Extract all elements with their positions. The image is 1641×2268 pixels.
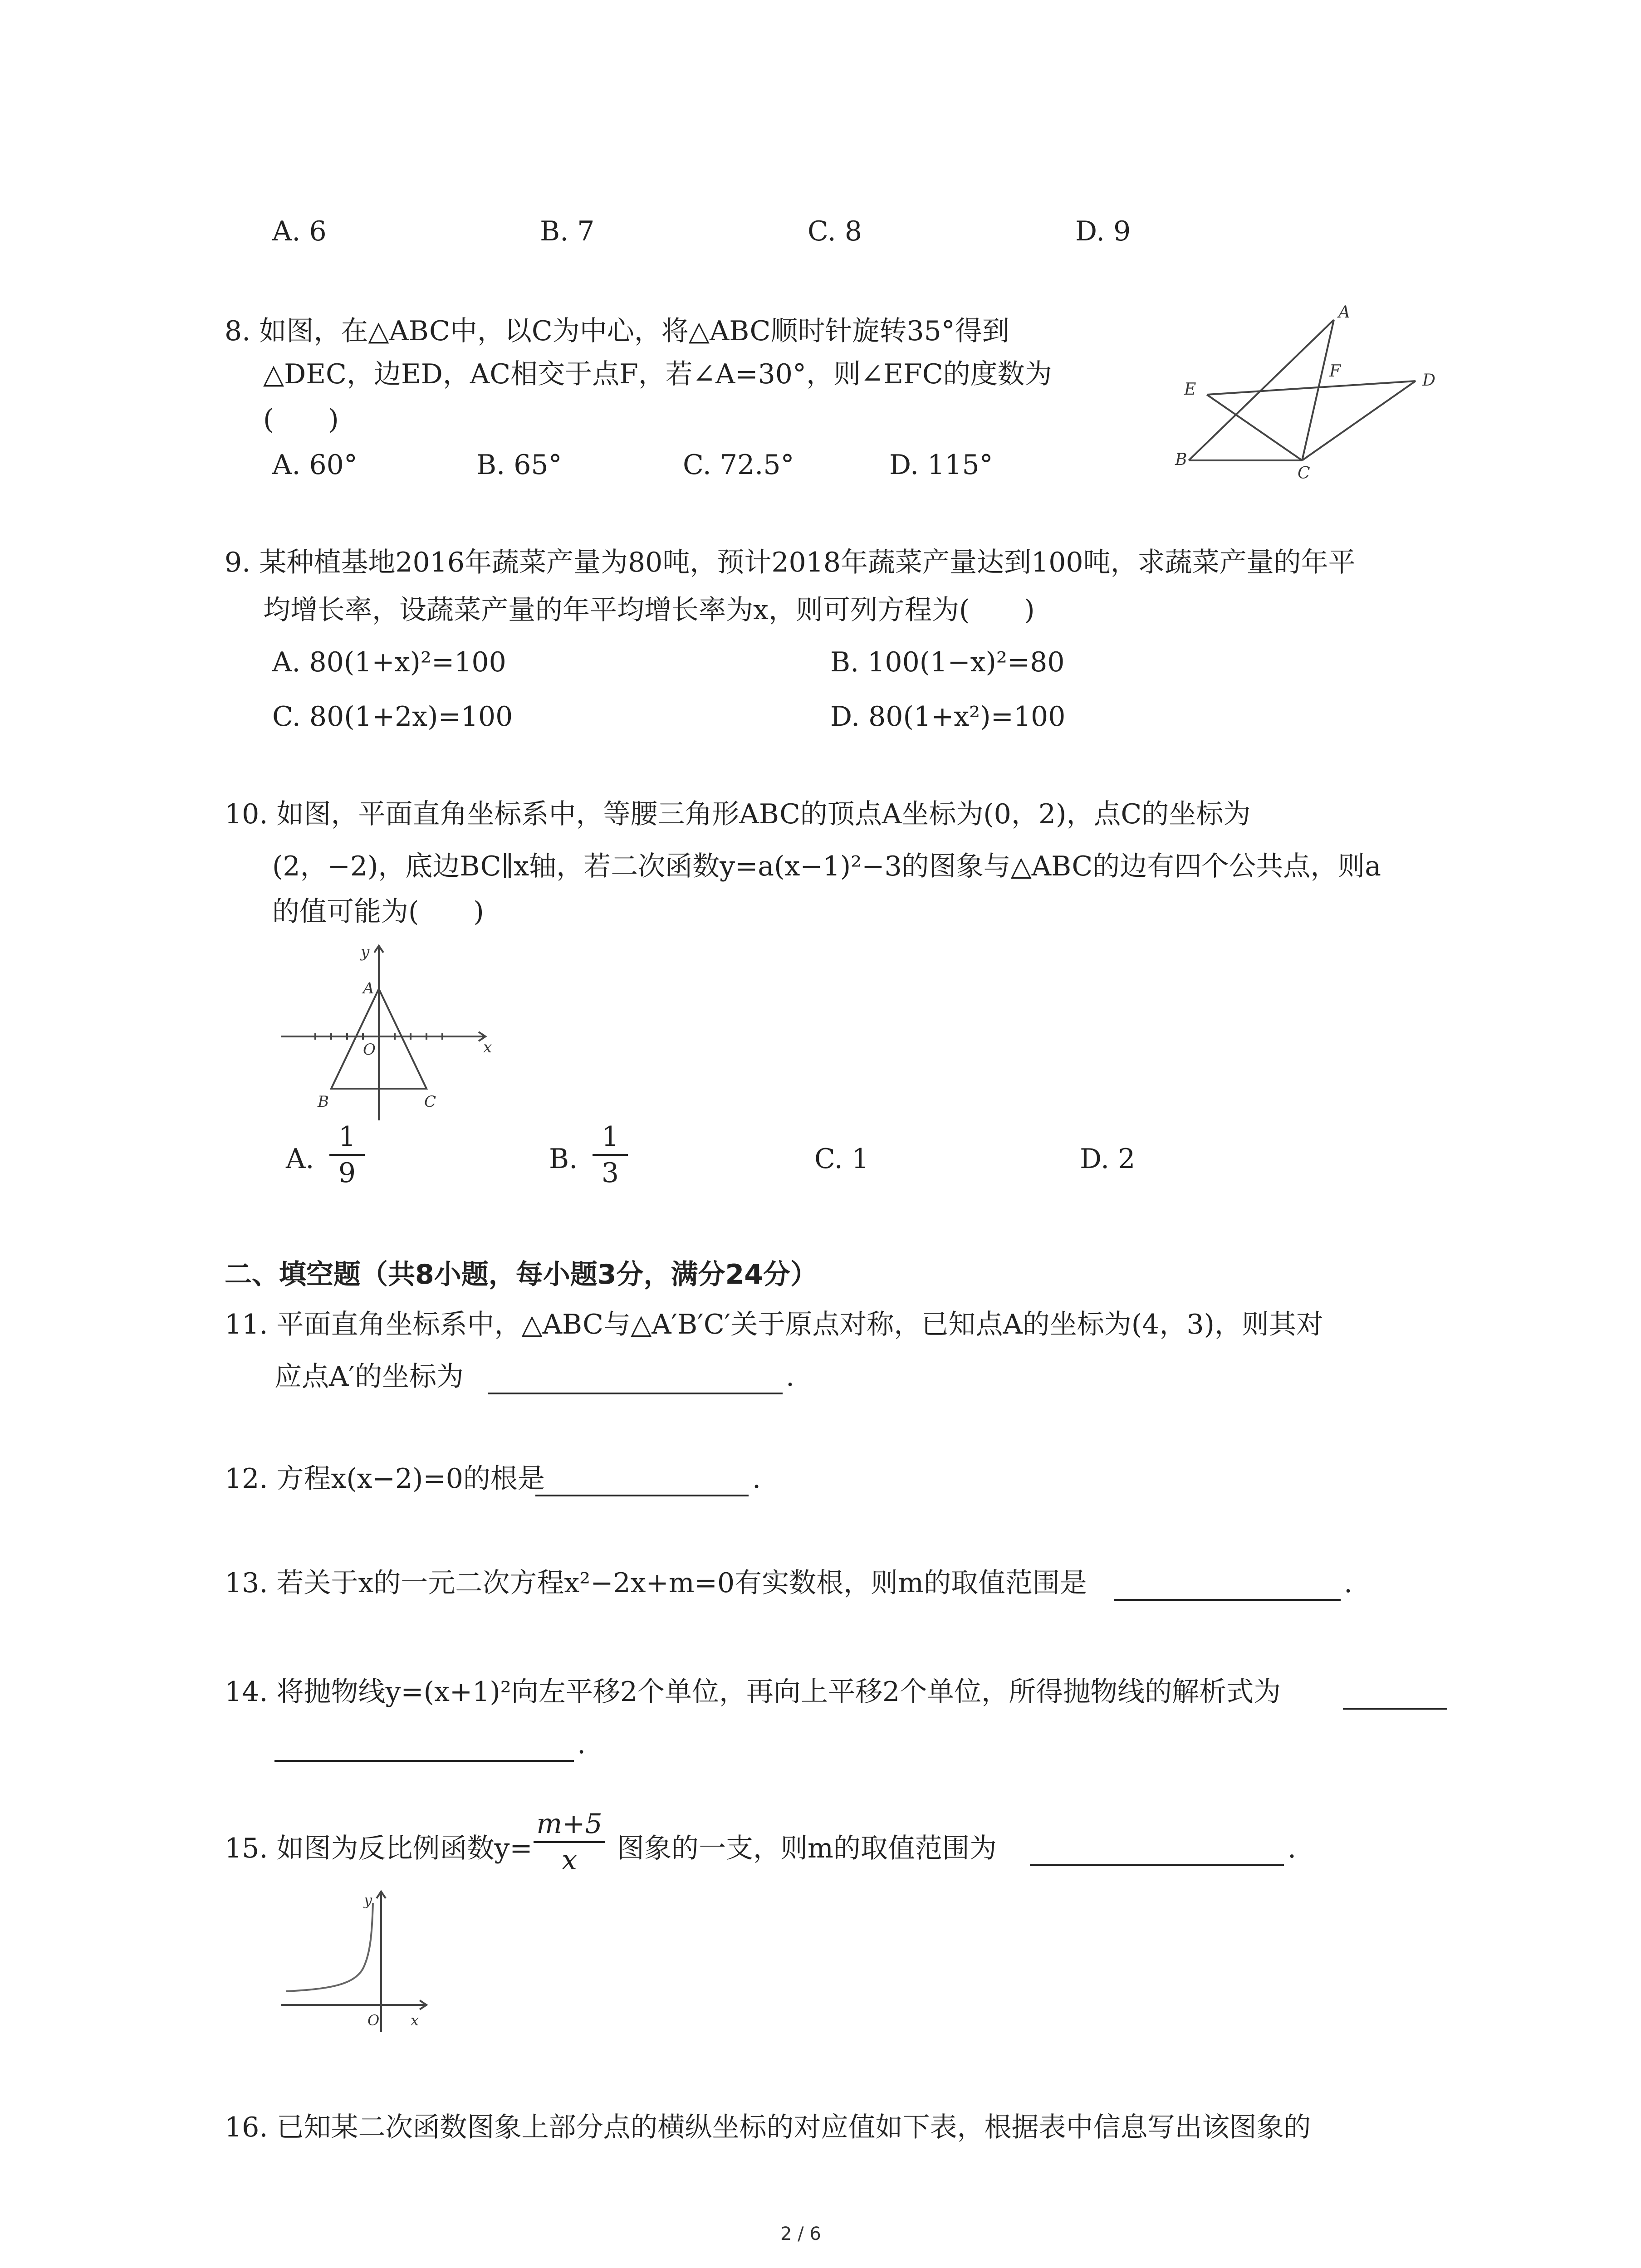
- denominator: 9: [338, 1157, 356, 1189]
- q12-period: .: [752, 1463, 761, 1495]
- section-2-heading: 二、填空题（共8小题，每小题3分，满分24分）: [225, 1259, 818, 1290]
- q14-answer-blank-1[interactable]: [1343, 1708, 1447, 1710]
- q10-line-1: 10. 如图，平面直角坐标系中，等腰三角形ABC的顶点A坐标为(0，2)，点C的坐标为: [225, 798, 1251, 830]
- q9-option-a: A. 80(1+x)²=100: [272, 646, 506, 678]
- q10-option-a-label: A.: [286, 1143, 314, 1175]
- segment-dc: [1302, 381, 1416, 460]
- label-x: x: [411, 2012, 419, 2029]
- label-d: D: [1422, 371, 1435, 390]
- q7-option-d: D. 9: [1075, 215, 1131, 247]
- q8-option-d: D. 115°: [889, 449, 993, 481]
- q10-line-3: 的值可能为( ): [272, 896, 484, 928]
- q11-answer-blank[interactable]: [488, 1393, 783, 1394]
- q12-text: 12. 方程x(x−2)=0的根是: [225, 1463, 545, 1495]
- q12-answer-blank[interactable]: [535, 1495, 749, 1496]
- label-y: y: [361, 943, 370, 961]
- label-b: B: [1175, 450, 1187, 469]
- numerator: 1: [338, 1121, 356, 1153]
- q11-line-1: 11. 平面直角坐标系中，△ABC与△A′B′C′关于原点对称，已知点A的坐标为(4，3)，则其对: [225, 1309, 1323, 1340]
- label-o: O: [367, 2012, 380, 2029]
- label-b: B: [318, 1093, 329, 1111]
- label-c: C: [424, 1093, 436, 1111]
- q14-answer-blank-2[interactable]: [274, 1760, 574, 1762]
- q9-line-1: 9. 某种植基地2016年蔬菜产量为80吨，预计2018年蔬菜产量达到100吨，求蔬菜产量的年平: [225, 547, 1356, 578]
- label-e: E: [1184, 380, 1196, 399]
- q8-option-a: A. 60°: [272, 449, 358, 481]
- page-number: 2 / 6: [780, 2224, 821, 2244]
- denominator: 3: [601, 1157, 619, 1189]
- q7-option-c: C. 8: [808, 215, 862, 247]
- q8-option-b: B. 65°: [476, 449, 562, 481]
- numerator: m+5: [536, 1808, 603, 1840]
- fraction-bar: [593, 1154, 628, 1156]
- q15-period: .: [1288, 1833, 1297, 1864]
- q13-period: .: [1344, 1567, 1353, 1599]
- q10-option-d: D. 2: [1080, 1143, 1136, 1175]
- q10-coordinate-figure: [277, 939, 504, 1129]
- q15-fraction: [531, 1808, 608, 1877]
- q16-text: 16. 已知某二次函数图象上部分点的横纵坐标的对应值如下表，根据表中信息写出该图象的: [225, 2112, 1311, 2143]
- label-y: y: [364, 1892, 372, 1909]
- label-a: A: [1338, 303, 1350, 322]
- q15-hyperbola-figure: [277, 1887, 431, 2037]
- q15-text-after: 图象的一支，则m的取值范围为: [617, 1833, 997, 1864]
- q11-period: .: [786, 1361, 795, 1393]
- fraction-bar: [329, 1154, 365, 1156]
- q13-text: 13. 若关于x的一元二次方程x²−2x+m=0有实数根，则m的取值范围是: [225, 1567, 1087, 1599]
- denominator: x: [562, 1844, 577, 1876]
- fraction-bar: [534, 1841, 605, 1843]
- label-x: x: [483, 1038, 492, 1056]
- q7-option-a: A. 6: [272, 215, 327, 247]
- q9-option-b: B. 100(1−x)²=80: [830, 646, 1065, 678]
- numerator: 1: [601, 1121, 619, 1153]
- q10-option-b-label: B.: [549, 1143, 578, 1175]
- q9-option-c: C. 80(1+2x)=100: [272, 701, 513, 733]
- segment-ac: [1302, 320, 1334, 460]
- q15-answer-blank[interactable]: [1030, 1864, 1284, 1866]
- q8-line-2: △DEC，边ED，AC相交于点F，若∠A=30°，则∠EFC的度数为: [263, 358, 1052, 390]
- q9-line-2: 均增长率，设蔬菜产量的年平均增长率为x，则可列方程为( ): [263, 594, 1035, 626]
- q8-option-c: C. 72.5°: [683, 449, 794, 481]
- q10-line-2: (2，−2)，底边BC∥x轴，若二次函数y=a(x−1)²−3的图象与△ABC的边有四个公共点，则a: [272, 850, 1381, 882]
- segment-ec: [1207, 395, 1302, 460]
- label-f: F: [1329, 362, 1341, 381]
- label-o: O: [363, 1041, 376, 1059]
- q11-line-2: 应点A′的坐标为: [274, 1361, 464, 1393]
- segment-ed: [1207, 381, 1416, 395]
- q7-option-b: B. 7: [540, 215, 595, 247]
- q14-period: .: [577, 1728, 586, 1760]
- q10-option-b-fraction: [590, 1120, 631, 1189]
- segment-ba: [1189, 320, 1334, 460]
- q8-line-1: 8. 如图，在△ABC中，以C为中心，将△ABC顺时针旋转35°得到: [225, 315, 1009, 347]
- q10-option-c: C. 1: [814, 1143, 869, 1175]
- q14-line-1: 14. 将抛物线y=(x+1)²向左平移2个单位，再向上平移2个单位，所得抛物线的解析式为: [225, 1676, 1281, 1708]
- hyperbola-branch: [286, 1903, 373, 1991]
- q9-option-d: D. 80(1+x²)=100: [830, 701, 1066, 733]
- q13-answer-blank[interactable]: [1114, 1599, 1341, 1601]
- q8-rotation-figure: [1161, 299, 1479, 481]
- label-c: C: [1298, 464, 1310, 481]
- q10-option-a-fraction: [327, 1120, 367, 1189]
- q8-line-3: ( ): [263, 404, 339, 435]
- q15-text-before: 15. 如图为反比例函数y=: [225, 1833, 533, 1864]
- label-a: A: [363, 979, 374, 997]
